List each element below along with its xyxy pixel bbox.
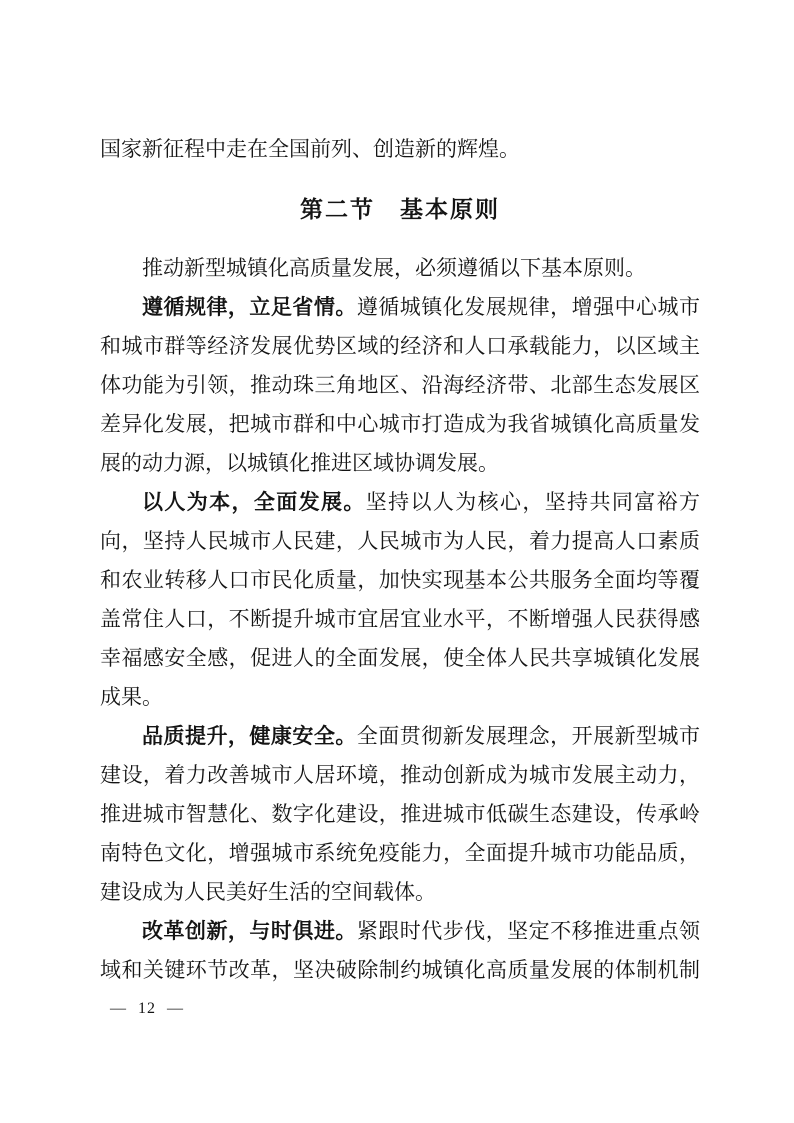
text-line: 建设成为人民美好生活的空间载体。	[100, 880, 436, 904]
document-body	[100, 130, 700, 990]
text-line	[100, 912, 700, 951]
text-line: 域和关键环节改革，坚决破除制约城镇化高质量发展的体制机制	[100, 958, 700, 982]
page-number-footer: — 12 —	[110, 1000, 184, 1017]
line-text: 全面贯彻新发展理念，开展新型城市	[356, 724, 700, 748]
text-line: 盖常住人口，不断提升城市宜居宜业水平，不断增强人民获得感	[100, 607, 700, 631]
text-line: 推动新型城镇化高质量发展，必须遵循以下基本原则。	[142, 256, 646, 280]
text-line: 幸福感安全感，促进人的全面发展，使全体人民共享城镇化发展	[100, 646, 700, 670]
line-text: 遵循城镇化发展规律，增强中心城市	[356, 295, 700, 319]
text-line	[100, 483, 700, 522]
text-line: 成果。	[100, 685, 163, 709]
text-line: 南特色文化，增强城市系统免疫能力，全面提升城市功能品质，	[100, 841, 700, 865]
paragraph-bold-lead: 以人为本，全面发展。	[142, 490, 366, 514]
line-text: 紧跟时代步伐，坚定不移推进重点领	[356, 919, 700, 943]
text-line: 建设，着力改善城市人居环境，推动创新成为城市发展主动力，	[100, 763, 700, 787]
text-line: 和农业转移人口市民化质量，加快实现基本公共服务全面均等覆	[100, 568, 700, 592]
text-line	[100, 288, 700, 327]
text-line	[100, 717, 700, 756]
paragraph-bold-lead: 改革创新，与时俱进。	[142, 919, 357, 943]
paragraph-bold-lead: 品质提升，健康安全。	[142, 724, 357, 748]
text-line: 展的动力源，以城镇化推进区域协调发展。	[100, 451, 499, 475]
paragraph-bold-lead: 遵循规律，立足省情。	[142, 295, 357, 319]
text-line: 和城市群等经济发展优势区域的经济和人口承载能力，以区域主	[100, 334, 700, 358]
line-text: 坚持以人为核心，坚持共同富裕方	[365, 490, 700, 514]
text-line: 推进城市智慧化、数字化建设，推进城市低碳生态建设，传承岭	[100, 802, 700, 826]
text-line: 国家新征程中走在全国前列、创造新的辉煌。	[100, 137, 520, 161]
text-line: 向，坚持人民城市人民建，人民城市为人民，着力提高人口素质	[100, 529, 700, 553]
text-line: 体功能为引领，推动珠三角地区、沿海经济带、北部生态发展区	[100, 373, 700, 397]
section-heading: 第二节 基本原则	[300, 197, 500, 222]
text-line: 差异化发展，把城市群和中心城市打造成为我省城镇化高质量发	[100, 412, 700, 436]
